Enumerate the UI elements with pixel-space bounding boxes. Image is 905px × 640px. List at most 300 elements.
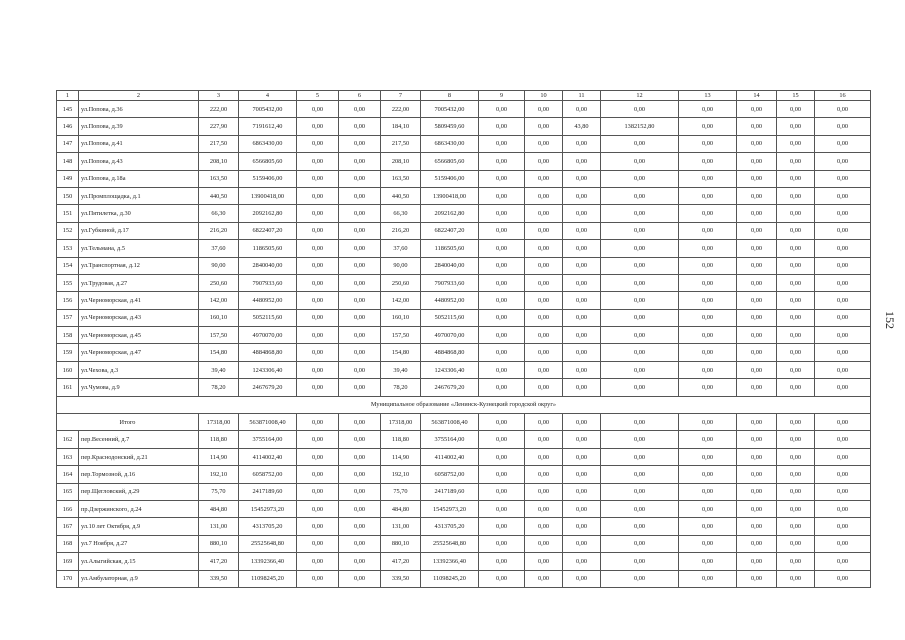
table-cell: 37,60	[199, 240, 239, 257]
table-row	[57, 535, 871, 552]
table-cell: 0,00	[601, 570, 679, 587]
table-cell: 163,50	[199, 170, 239, 187]
table-cell: 0,00	[339, 570, 381, 587]
table-cell: 15	[777, 91, 815, 101]
table-cell: 0,00	[525, 500, 563, 517]
table-cell: 154,80	[381, 344, 421, 361]
table-cell: 880,10	[381, 535, 421, 552]
table-cell: 0,00	[479, 257, 525, 274]
table-cell: 16	[815, 91, 871, 101]
table-cell: 3	[199, 91, 239, 101]
table-cell: 0,00	[777, 448, 815, 465]
table-cell: 4480952,00	[421, 292, 479, 309]
table-cell: 0,00	[297, 170, 339, 187]
table-cell: 0,00	[777, 292, 815, 309]
table-cell: 0,00	[525, 222, 563, 239]
table-cell: 0,00	[339, 135, 381, 152]
table-cell: 0,00	[525, 327, 563, 344]
table-cell: 0,00	[777, 500, 815, 517]
table-cell: 4313705,20	[421, 518, 479, 535]
table-cell: 11098245,20	[421, 570, 479, 587]
table-cell: 0,00	[297, 553, 339, 570]
table-cell: 0,00	[601, 448, 679, 465]
table-cell: 0,00	[479, 379, 525, 396]
table-cell: 0,00	[339, 518, 381, 535]
table-cell: 0,00	[563, 327, 601, 344]
table-cell: ул.10 лет Октября, д.9	[79, 518, 199, 535]
housing-data-table	[56, 90, 871, 588]
table-cell: 0,00	[525, 570, 563, 587]
table-cell: 0,00	[297, 500, 339, 517]
table-cell: 4114002,40	[421, 448, 479, 465]
table-cell: 170	[57, 570, 79, 587]
table-cell: 75,70	[199, 483, 239, 500]
table-cell: 0,00	[737, 101, 777, 118]
table-cell: 250,60	[199, 274, 239, 291]
table-cell: 0,00	[339, 414, 381, 431]
table-cell: 6822407,20	[239, 222, 297, 239]
table-cell: 0,00	[297, 205, 339, 222]
table-cell: 0,00	[339, 205, 381, 222]
table-cell: 0,00	[815, 361, 871, 378]
table-cell: 0,00	[525, 205, 563, 222]
table-cell: 3755164,00	[239, 431, 297, 448]
table-cell: 0,00	[815, 101, 871, 118]
table-cell: 0,00	[339, 483, 381, 500]
table-cell: 0,00	[525, 292, 563, 309]
table-cell: 5	[297, 91, 339, 101]
table-cell: 0,00	[339, 553, 381, 570]
table-cell: 0,00	[339, 222, 381, 239]
table-cell: 8	[421, 91, 479, 101]
table-cell: 0,00	[479, 153, 525, 170]
table-cell: 114,90	[199, 448, 239, 465]
table-row	[57, 570, 871, 587]
table-cell: 159	[57, 344, 79, 361]
table-row	[57, 344, 871, 361]
table-cell: 0,00	[479, 240, 525, 257]
table-cell: 417,20	[381, 553, 421, 570]
table-cell: 7005432,00	[239, 101, 297, 118]
table-cell: 0,00	[601, 500, 679, 517]
table-cell: 75,70	[381, 483, 421, 500]
table-cell: 2	[79, 91, 199, 101]
table-cell: 0,00	[815, 153, 871, 170]
table-cell: 0,00	[601, 466, 679, 483]
table-cell: 0,00	[679, 101, 737, 118]
table-cell: 227,90	[199, 118, 239, 135]
table-cell: 11	[563, 91, 601, 101]
table-cell: 161	[57, 379, 79, 396]
table-cell: 0,00	[815, 135, 871, 152]
table-row	[57, 518, 871, 535]
table-cell: 0,00	[815, 466, 871, 483]
table-cell: 0,00	[479, 274, 525, 291]
table-cell: 0,00	[679, 240, 737, 257]
table-cell: 0,00	[525, 361, 563, 378]
table-cell: 0,00	[679, 448, 737, 465]
table-cell: 0,00	[525, 344, 563, 361]
table-cell: 157,50	[199, 327, 239, 344]
table-cell: 0,00	[777, 135, 815, 152]
table-cell: 0,00	[297, 153, 339, 170]
table-cell: 154	[57, 257, 79, 274]
table-cell: 0,00	[563, 292, 601, 309]
table-cell: 0,00	[815, 570, 871, 587]
table-cell: 0,00	[815, 344, 871, 361]
table-cell: 0,00	[679, 361, 737, 378]
table-cell: 208,10	[199, 153, 239, 170]
table-cell: ул.Алыгийская, д.15	[79, 553, 199, 570]
table-cell: 0,00	[679, 414, 737, 431]
table-cell: 2840040,00	[421, 257, 479, 274]
table-row	[57, 431, 871, 448]
table-cell: 4884868,80	[421, 344, 479, 361]
table-cell: 0,00	[339, 379, 381, 396]
table-cell: 0,00	[563, 466, 601, 483]
table-cell: 0,00	[339, 327, 381, 344]
table-row	[57, 222, 871, 239]
table-cell: 0,00	[297, 101, 339, 118]
table-cell: ул.Попова, д.36	[79, 101, 199, 118]
table-cell: 0,00	[525, 274, 563, 291]
table-cell: 0,00	[679, 170, 737, 187]
table-cell: 0,00	[339, 292, 381, 309]
table-cell: 0,00	[563, 344, 601, 361]
table-cell: 9	[479, 91, 525, 101]
table-cell: 0,00	[815, 274, 871, 291]
table-cell: 25525648,80	[421, 535, 479, 552]
table-cell: 0,00	[679, 327, 737, 344]
table-cell: 7907933,60	[239, 274, 297, 291]
table-cell: 0,00	[601, 379, 679, 396]
table-cell: 168	[57, 535, 79, 552]
table-cell: ул.Попова, д.18а	[79, 170, 199, 187]
table-cell: 184,10	[381, 118, 421, 135]
table-cell: 0,00	[563, 309, 601, 326]
table-cell: 0,00	[601, 153, 679, 170]
table-cell: 0,00	[479, 500, 525, 517]
table-cell: 0,00	[525, 118, 563, 135]
table-cell: 0,00	[479, 135, 525, 152]
table-cell: 160	[57, 361, 79, 378]
table-cell: 0,00	[525, 518, 563, 535]
table-cell: 0,00	[679, 344, 737, 361]
table-cell: 0,00	[479, 344, 525, 361]
table-cell: 0,00	[339, 309, 381, 326]
table-cell: 90,00	[199, 257, 239, 274]
table-cell: 880,10	[199, 535, 239, 552]
table-cell: 78,20	[199, 379, 239, 396]
table-cell: 222,00	[199, 101, 239, 118]
table-cell: 0,00	[777, 379, 815, 396]
table-cell: 6058752,00	[421, 466, 479, 483]
table-cell: 0,00	[525, 257, 563, 274]
table-cell: 0,00	[679, 309, 737, 326]
table-cell: 90,00	[381, 257, 421, 274]
table-cell: 0,00	[737, 327, 777, 344]
table-cell: 0,00	[679, 500, 737, 517]
table-cell: 0,00	[563, 518, 601, 535]
table-cell: 0,00	[679, 118, 737, 135]
table-cell: 157	[57, 309, 79, 326]
table-cell: 0,00	[601, 292, 679, 309]
table-cell: 0,00	[679, 535, 737, 552]
table-cell: ул.Чумова, д.9	[79, 379, 199, 396]
table-cell: 0,00	[525, 153, 563, 170]
table-cell: 43,80	[563, 118, 601, 135]
table-cell: 7191612,40	[239, 118, 297, 135]
table-cell: 0,00	[563, 570, 601, 587]
table-cell: 0,00	[737, 483, 777, 500]
table-cell: 192,10	[199, 466, 239, 483]
table-cell: ул.Транспортная, д.12	[79, 257, 199, 274]
table-cell: 484,80	[199, 500, 239, 517]
table-cell: 0,00	[815, 292, 871, 309]
table-cell: 0,00	[601, 101, 679, 118]
table-row	[57, 448, 871, 465]
table-cell: 0,00	[525, 414, 563, 431]
table-cell: 0,00	[525, 483, 563, 500]
table-cell: 0,00	[601, 431, 679, 448]
table-cell: 2092162,80	[239, 205, 297, 222]
table-cell: 0,00	[777, 101, 815, 118]
table-cell: 0,00	[737, 466, 777, 483]
table-cell: 0,00	[297, 570, 339, 587]
table-cell: 0,00	[815, 518, 871, 535]
table-cell: 0,00	[339, 535, 381, 552]
table-cell: 7	[381, 91, 421, 101]
table-cell: ул.7 Ноября, д.27	[79, 535, 199, 552]
table-cell: 118,80	[381, 431, 421, 448]
table-cell: 0,00	[679, 570, 737, 587]
table-cell: 0,00	[815, 483, 871, 500]
table-cell: 2467679,20	[421, 379, 479, 396]
table-cell: 0,00	[525, 466, 563, 483]
table-cell: 145	[57, 101, 79, 118]
table-cell: 0,00	[297, 518, 339, 535]
table-cell: 25525648,80	[239, 535, 297, 552]
table-cell: 131,00	[199, 518, 239, 535]
table-cell: 208,10	[381, 153, 421, 170]
table-cell: 14	[737, 91, 777, 101]
table-row	[57, 292, 871, 309]
table-cell: 0,00	[737, 553, 777, 570]
table-cell: 165	[57, 483, 79, 500]
table-cell: пр.Дзержинского, д.24	[79, 500, 199, 517]
table-cell: 0,00	[737, 448, 777, 465]
table-cell: 339,50	[381, 570, 421, 587]
table-row	[57, 101, 871, 118]
table-cell: 2417189,60	[421, 483, 479, 500]
table-cell: 148	[57, 153, 79, 170]
table-cell: 0,00	[339, 257, 381, 274]
table-cell: 0,00	[777, 431, 815, 448]
table-cell: пер.Тормозной, д.16	[79, 466, 199, 483]
table-cell: 0,00	[339, 466, 381, 483]
table-cell: 563871008,40	[239, 414, 297, 431]
table-cell: 0,00	[601, 344, 679, 361]
table-cell: 417,20	[199, 553, 239, 570]
table-cell: 13900418,00	[239, 187, 297, 204]
table-cell: 0,00	[777, 274, 815, 291]
table-cell: 169	[57, 553, 79, 570]
table-cell: 0,00	[777, 414, 815, 431]
table-row	[57, 170, 871, 187]
table-cell: 0,00	[297, 344, 339, 361]
table-cell: 156	[57, 292, 79, 309]
table-cell: 0,00	[297, 292, 339, 309]
table-cell: 5159406,00	[421, 170, 479, 187]
table-cell: ул.Тельмана, д.5	[79, 240, 199, 257]
page-number: 152	[883, 311, 897, 329]
table-row	[57, 153, 871, 170]
table-cell: 0,00	[737, 187, 777, 204]
table-cell: 0,00	[777, 518, 815, 535]
table-cell: 4	[239, 91, 297, 101]
table-cell: 0,00	[679, 553, 737, 570]
table-cell: 0,00	[777, 344, 815, 361]
table-cell: 15452973,20	[239, 500, 297, 517]
table-cell: 0,00	[563, 170, 601, 187]
table-cell: 5052115,60	[421, 309, 479, 326]
table-cell: 0,00	[601, 361, 679, 378]
table-cell: 0,00	[601, 205, 679, 222]
table-cell: ул.Черноморская, д.43	[79, 309, 199, 326]
table-cell: 0,00	[815, 500, 871, 517]
table-row	[57, 240, 871, 257]
table-cell: 0,00	[339, 118, 381, 135]
table-cell: 0,00	[679, 222, 737, 239]
table-cell: 0,00	[601, 535, 679, 552]
table-cell: 0,00	[297, 187, 339, 204]
table-cell: 0,00	[737, 257, 777, 274]
table-cell: 4313705,20	[239, 518, 297, 535]
table-cell: 151	[57, 205, 79, 222]
table-cell: 250,60	[381, 274, 421, 291]
table-row	[57, 466, 871, 483]
table-cell: 0,00	[525, 431, 563, 448]
table-cell: 0,00	[479, 414, 525, 431]
table-row	[57, 483, 871, 500]
table-cell: 167	[57, 518, 79, 535]
table-cell: 0,00	[815, 205, 871, 222]
table-cell: 0,00	[479, 309, 525, 326]
table-cell: 11098245,20	[239, 570, 297, 587]
table-cell: 2467679,20	[239, 379, 297, 396]
table-cell: 0,00	[339, 274, 381, 291]
table-cell: 0,00	[815, 448, 871, 465]
section-title-row	[57, 396, 871, 413]
table-cell: 0,00	[297, 466, 339, 483]
table-cell: 3755164,00	[421, 431, 479, 448]
table-cell: 0,00	[815, 170, 871, 187]
table-cell: 0,00	[479, 222, 525, 239]
table-cell: 0,00	[563, 101, 601, 118]
table-cell: 0,00	[479, 327, 525, 344]
table-cell: 0,00	[525, 187, 563, 204]
table-cell: 0,00	[339, 170, 381, 187]
table-cell: пер.Краснодонский, д.21	[79, 448, 199, 465]
table-cell: 0,00	[601, 414, 679, 431]
table-cell: 0,00	[479, 101, 525, 118]
table-cell: 0,00	[479, 553, 525, 570]
table-cell: 164	[57, 466, 79, 483]
table-cell: 0,00	[479, 118, 525, 135]
table-cell: 2417189,60	[239, 483, 297, 500]
table-cell: ул.Губкиной, д.17	[79, 222, 199, 239]
table-cell: 0,00	[563, 135, 601, 152]
table-cell: 0,00	[339, 361, 381, 378]
table-cell: 0,00	[297, 309, 339, 326]
table-cell: 0,00	[679, 518, 737, 535]
table-cell: 160,10	[381, 309, 421, 326]
table-cell: 0,00	[525, 379, 563, 396]
table-cell: 0,00	[479, 535, 525, 552]
table-cell: 0,00	[479, 292, 525, 309]
table-row	[57, 257, 871, 274]
table-cell: 0,00	[679, 379, 737, 396]
table-cell: 0,00	[777, 535, 815, 552]
table-cell: 6822407,20	[421, 222, 479, 239]
table-cell: 0,00	[679, 483, 737, 500]
table-cell: 5159406,00	[239, 170, 297, 187]
table-cell: 0,00	[297, 222, 339, 239]
table-cell: 0,00	[777, 553, 815, 570]
table-cell: ул.Амбулаторная, д.9	[79, 570, 199, 587]
table-cell: 0,00	[525, 553, 563, 570]
table-cell: 0,00	[679, 257, 737, 274]
table-cell: ул.Попова, д.43	[79, 153, 199, 170]
table-cell: 0,00	[815, 553, 871, 570]
table-cell: 158	[57, 327, 79, 344]
table-cell: ул.Попова, д.39	[79, 118, 199, 135]
table-cell: 0,00	[297, 431, 339, 448]
table-cell: 39,40	[199, 361, 239, 378]
table-cell: 217,50	[381, 135, 421, 152]
table-cell: 1243306,40	[239, 361, 297, 378]
table-cell: 0,00	[679, 135, 737, 152]
table-cell: 147	[57, 135, 79, 152]
table-cell: 0,00	[563, 379, 601, 396]
table-cell: 0,00	[601, 309, 679, 326]
table-cell: 0,00	[737, 379, 777, 396]
table-cell: 0,00	[601, 257, 679, 274]
table-cell: 1186505,60	[421, 240, 479, 257]
table-cell: 0,00	[777, 309, 815, 326]
table-cell: 0,00	[297, 483, 339, 500]
table-cell: 0,00	[563, 361, 601, 378]
table-cell: 13392366,40	[421, 553, 479, 570]
table-cell: 0,00	[777, 240, 815, 257]
table-cell: ул.Чехова, д.3	[79, 361, 199, 378]
table-cell: 6058752,00	[239, 466, 297, 483]
table-cell: 78,20	[381, 379, 421, 396]
table-cell: 0,00	[777, 187, 815, 204]
table-cell: 0,00	[563, 431, 601, 448]
table-cell: 1	[57, 91, 79, 101]
table-cell: 0,00	[479, 170, 525, 187]
table-cell: 0,00	[563, 448, 601, 465]
table-cell: 37,60	[381, 240, 421, 257]
table-cell: 0,00	[601, 222, 679, 239]
table-cell: 2092162,80	[421, 205, 479, 222]
table-cell: пер.Весенний, д.7	[79, 431, 199, 448]
table-row	[57, 135, 871, 152]
table-cell: 0,00	[737, 153, 777, 170]
table-row	[57, 361, 871, 378]
table-cell: 0,00	[601, 240, 679, 257]
